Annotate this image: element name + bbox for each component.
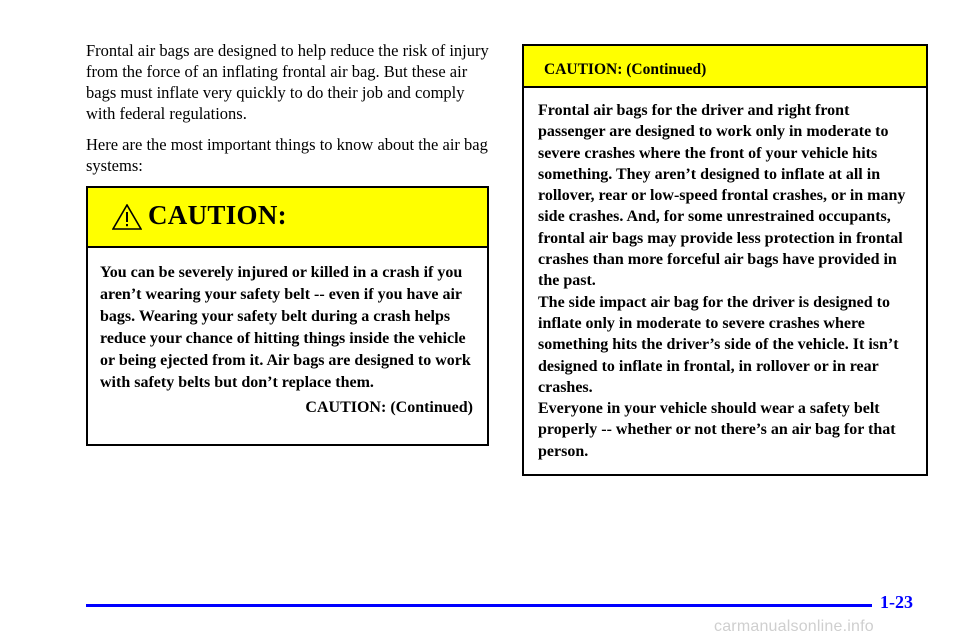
caution-continued-paragraph: Frontal air bags for the driver and right front passenger are designed to work only in moderate to severe crashes where the front of your vehicle hits something. They aren’t designed to inflate at all in rollover, rear or low-speed frontal crashes, or in many side crashes. And, for some unrestrained occupants, frontal air bags may provide less protection in frontal crashes than more forceful air bags have provided in the past. xyxy=(538,102,906,290)
intro-paragraph: Here are the most important things to know about the air bag systems: xyxy=(86,135,488,175)
footer-rule xyxy=(86,604,872,607)
caution-title: CAUTION: xyxy=(148,200,287,230)
caution-text: You can be severely injured or killed in a crash if you aren’t wearing your safety belt -- even if you have air bags. Wearing your safety belt during a crash helps reduce your chance of hitting things inside the vehicle or being ejected from it. Air bags are designed to work with safety belts but don’t replace them. xyxy=(100,264,471,391)
caution-continued-box xyxy=(522,44,928,476)
page-number: 1-23 xyxy=(880,592,913,612)
caution-box xyxy=(86,186,489,446)
caution-continued-paragraph: The side impact air bag for the driver is designed to inflate only in moderate to severe crashes where something hits the driver’s side of the vehicle. It isn’t designed to inflate in frontal, in rollover or in rear crashes. xyxy=(538,293,899,396)
warning-triangle-icon xyxy=(112,204,142,230)
caution-body xyxy=(88,248,487,419)
intro-paragraph: Frontal air bags are designed to help reduce the risk of injury from the force of an inflating frontal air bag. But these air bags must inflate very quickly to do their job and comply with federal regulations. xyxy=(86,41,489,123)
caution-continued-label: CAUTION: (Continued) xyxy=(305,399,473,416)
intro-text xyxy=(86,40,496,186)
watermark: carmanualsonline.info xyxy=(714,618,874,635)
caution-continued-body xyxy=(524,88,926,462)
caution-header xyxy=(88,188,487,248)
caution-continued-header: CAUTION: (Continued) xyxy=(524,46,926,88)
caution-continued-paragraph: Everyone in your vehicle should wear a safety belt properly -- whether or not there’s an air bag for that person. xyxy=(538,400,896,460)
